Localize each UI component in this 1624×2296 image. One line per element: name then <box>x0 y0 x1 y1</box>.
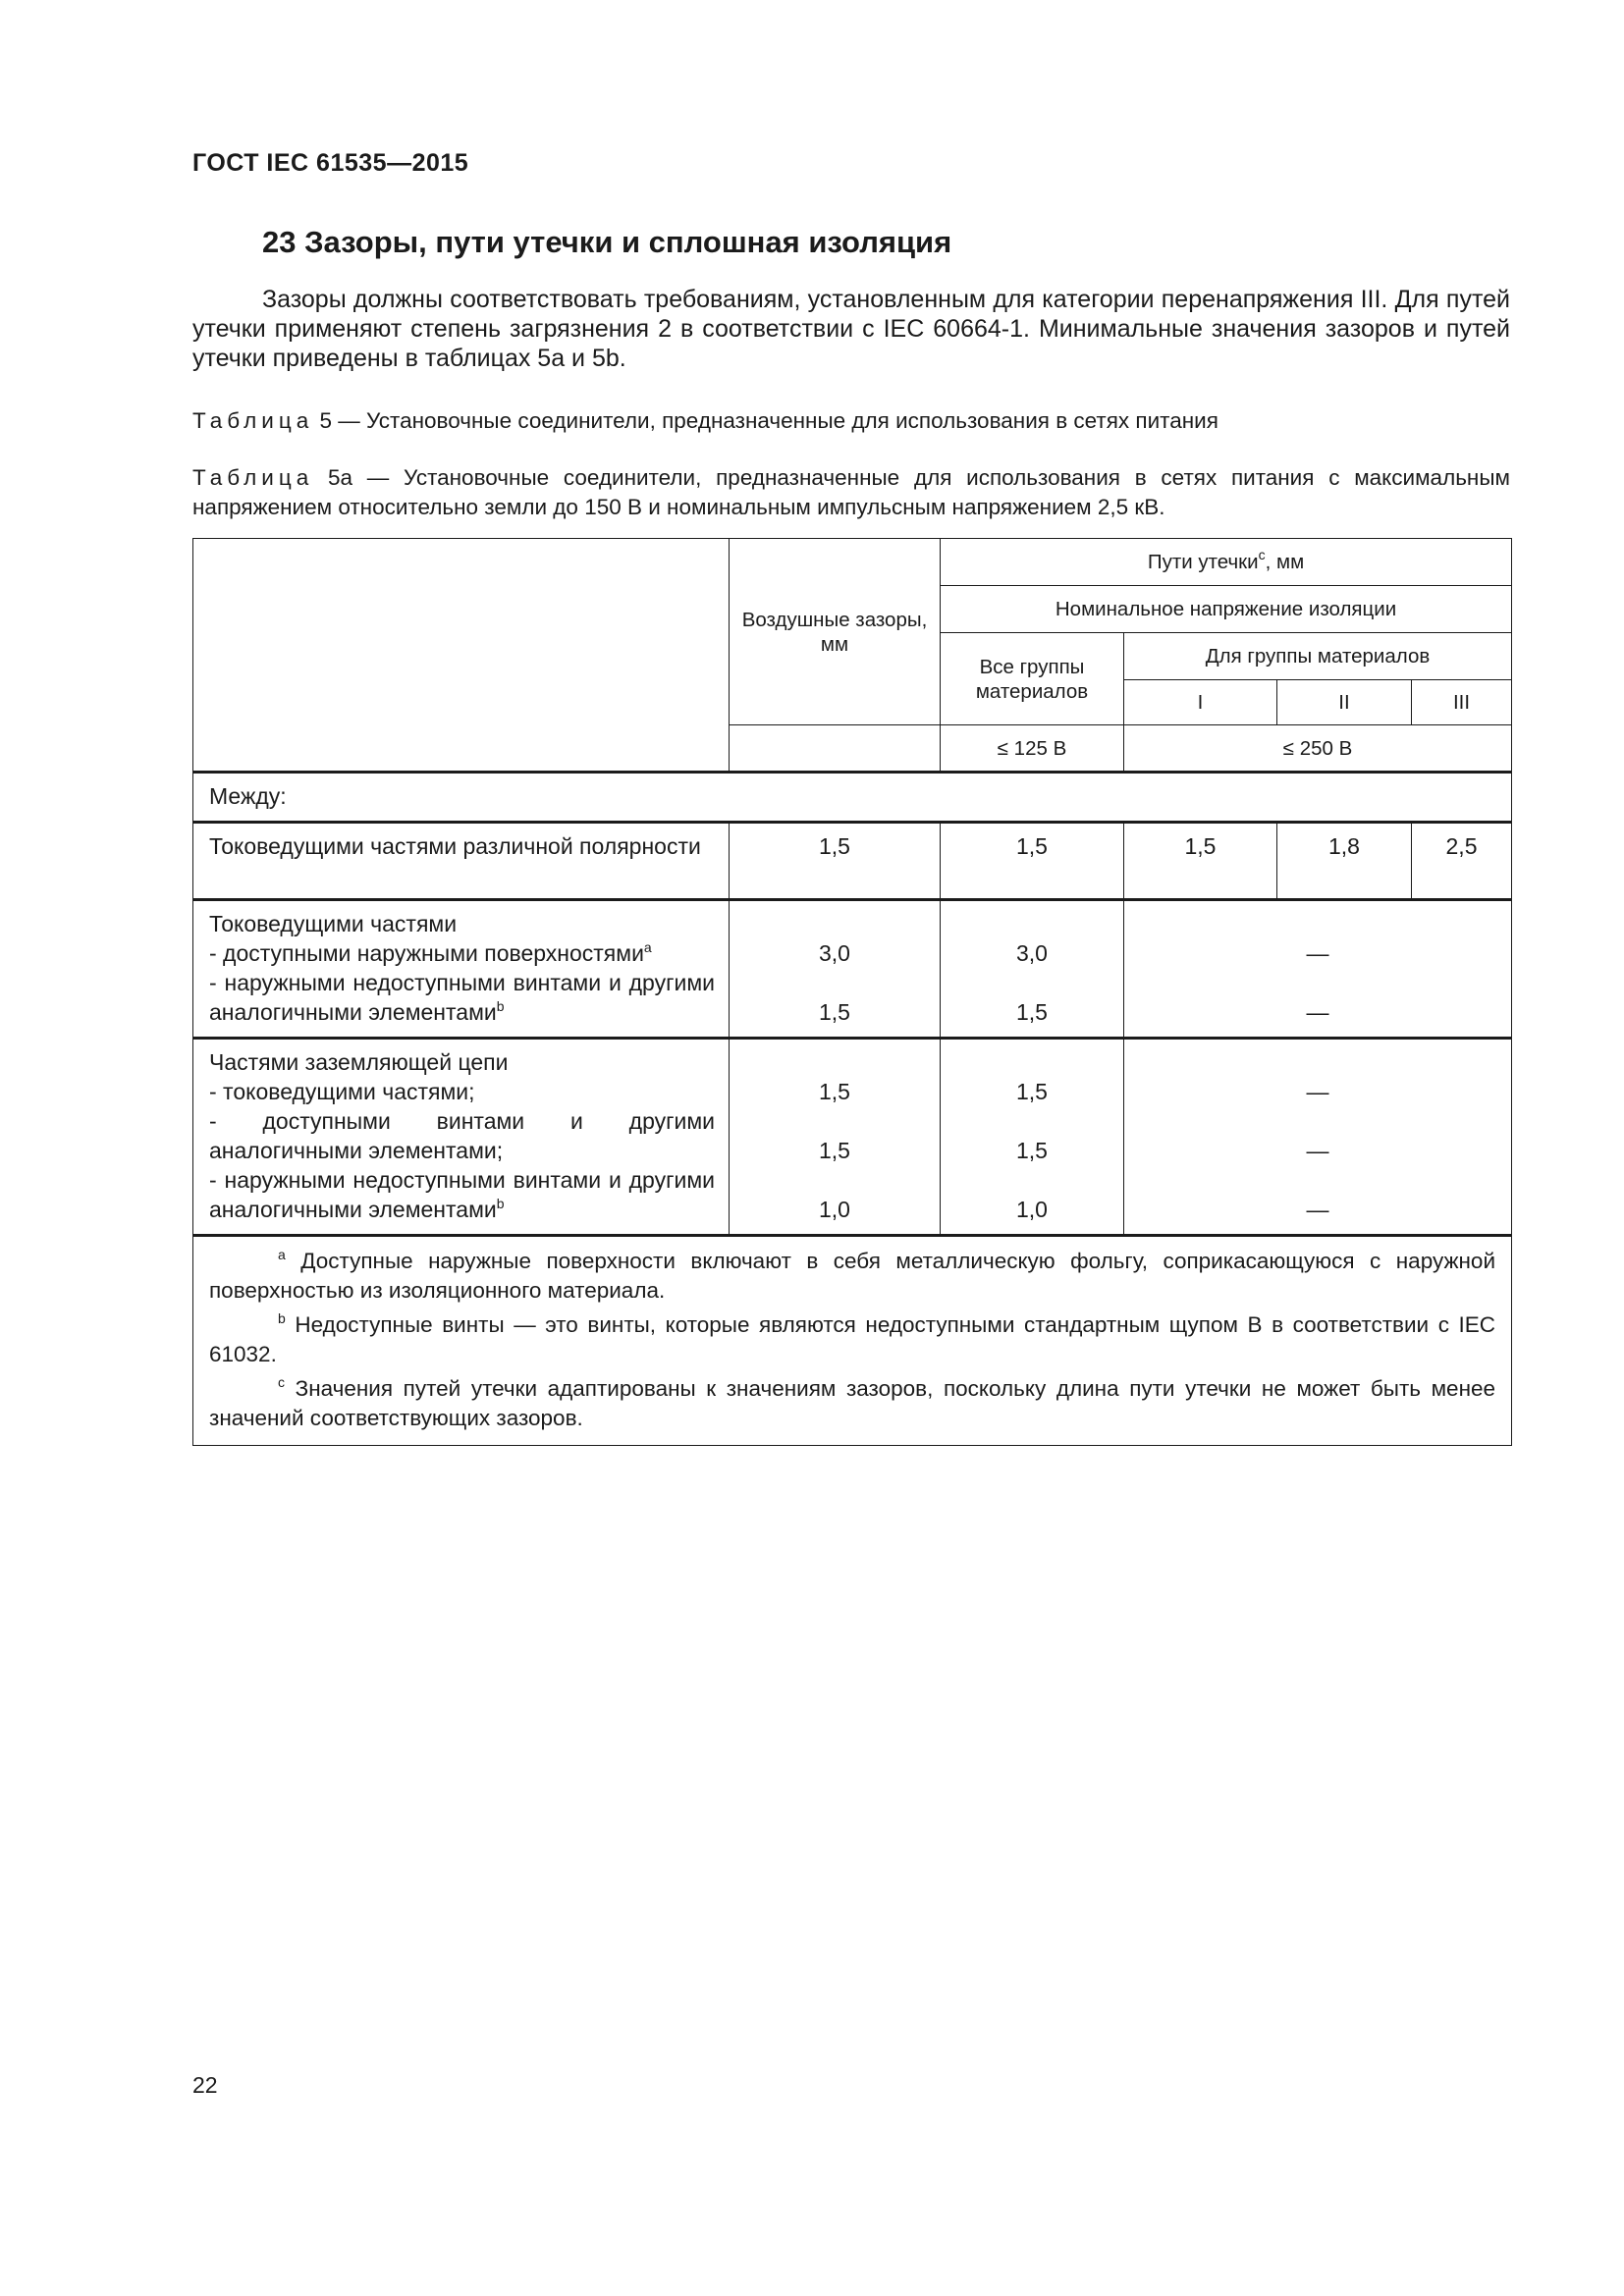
intro-paragraph <box>192 285 1510 373</box>
header-for-group: Для группы материалов <box>1124 633 1512 680</box>
table-row <box>193 900 1512 1039</box>
table5a-caption-text: 5а — Установочные соединители, предназначенные для использования в сетях питания с максимальным напряжением относительно земли до 150 В и номинальным импульсным напряжением 2,5 кВ. <box>192 465 1510 519</box>
header-air-clearance: Воздушные зазоры, мм <box>730 539 941 725</box>
document-code: ГОСТ IEC 61535—2015 <box>192 149 469 177</box>
intro-text: Зазоры должны соответствовать требованиям, установленным для категории перенапряжения III. Для путей утечки применяют степень загрязнения 2 в соответствии с IEC 60664-1. Минимальные значения зазоров и путей утечки приведены в таблицах 5а и 5b. <box>192 286 1510 372</box>
header-all-groups: Все группы материалов <box>941 633 1124 725</box>
table5-caption-text: 5 — Установочные соединители, предназначенные для использования в сетях питания <box>319 408 1218 433</box>
footnotes-row <box>193 1236 1512 1446</box>
row2-label: Токоведущими частями - доступными наружными поверхностями$^a$ - наружными недоступными винтами и другими аналогичными элементами$^b$ <box>193 900 730 1039</box>
table5-caption-label: Таблица <box>192 408 314 433</box>
row2-air: 3,0 1,5 <box>730 900 941 1039</box>
creepage-footnote-mark: c <box>1258 547 1266 562</box>
header-v250: ≤ 250 В <box>1124 725 1512 773</box>
row1-air: 1,5 <box>730 823 941 900</box>
header-group-2: II <box>1277 680 1412 725</box>
header-group-1: I <box>1124 680 1277 725</box>
row1-all: 1,5 <box>941 823 1124 900</box>
footnote-a: $^a$ Доступные наружные поверхности включают в себя металлическую фольгу, соприкасающуюся с наружной поверхностью из изоляционного материала. <box>209 1247 1496 1303</box>
table5a-caption-label: Таблица <box>192 465 314 490</box>
row3-groups: — — — <box>1124 1039 1512 1236</box>
footnote-c: $^c$ Значения путей утечки адаптированы к значениям зазоров, поскольку длина пути утечки не может быть менее значений соответствующих зазоров. <box>209 1374 1496 1430</box>
table-row <box>193 823 1512 900</box>
header-v125: ≤ 125 В <box>941 725 1124 773</box>
table5-caption <box>192 406 1510 436</box>
header-rated-voltage: Номинальное напряжение изоляции <box>941 586 1512 633</box>
table5a-caption <box>192 463 1510 522</box>
clearance-table <box>192 538 1512 1446</box>
row3-all: 1,5 1,5 1,0 <box>941 1039 1124 1236</box>
row3-air: 1,5 1,5 1,0 <box>730 1039 941 1236</box>
header-empty-cell <box>193 539 730 773</box>
header-creepage: Пути утечки$^c$, мм <box>941 539 1512 586</box>
footnote-b: $^b$ Недоступные винты — это винты, которые являются недоступными стандартным щупом B в соответствии с IEC 61032. <box>209 1310 1496 1366</box>
row1-g3: 2,5 <box>1412 823 1512 900</box>
page-number: 22 <box>192 2072 218 2098</box>
row1-g1: 1,5 <box>1124 823 1277 900</box>
table-row <box>193 1039 1512 1236</box>
header-group-3: III <box>1412 680 1512 725</box>
between-row: Между: <box>193 773 1512 823</box>
row1-label: Токоведущими частями различной полярности <box>193 823 730 900</box>
section-title: 23 Зазоры, пути утечки и сплошная изоляция <box>262 225 952 259</box>
row1-g2: 1,8 <box>1277 823 1412 900</box>
row2-all: 3,0 1,5 <box>941 900 1124 1039</box>
row3-label: Частями заземляющей цепи - токоведущими частями; - доступными винтами и другими аналогичными элементами; - наружными недоступными винтами и другими аналогичными элементами$^b$ <box>193 1039 730 1236</box>
table-footnotes <box>193 1236 1512 1446</box>
row2-groups: — — <box>1124 900 1512 1039</box>
header-air-voltage-empty <box>730 725 941 773</box>
